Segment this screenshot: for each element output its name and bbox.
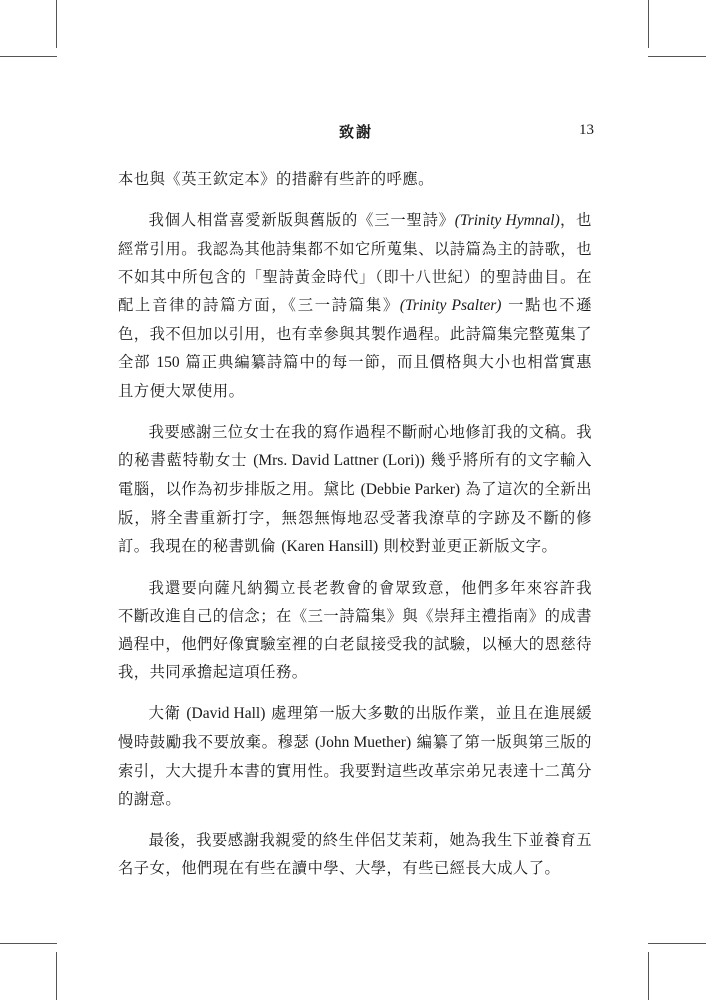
- chapter-title: 致謝: [338, 123, 373, 141]
- body-text: [118, 165, 592, 895]
- crop-mark-top-right-v: [648, 0, 649, 48]
- crop-mark-top-left-v: [56, 0, 57, 48]
- text-run: 為了這次的全新出版，將全書重新打字，無怨無悔地忍受著我潦草的字跡及不斷的修訂。我現在的秘書凱倫: [118, 480, 592, 556]
- crop-mark-bottom-left-v: [56, 952, 57, 1000]
- text-run-latin: (David Hall): [186, 704, 266, 722]
- text-run: 則校對並更正新版文字。: [378, 537, 558, 556]
- text-run-italic: (Trinity Psalter): [399, 296, 502, 314]
- crop-mark-bottom-right-v: [648, 952, 649, 1000]
- crop-mark-bottom-right-h: [648, 943, 706, 944]
- crop-mark-top-left-h: [0, 56, 57, 57]
- text-run-latin: 150: [156, 354, 180, 372]
- text-run: 最後，我要感謝我親愛的終生伴侶艾茉莉，她為我生下並養育五名子女，他們現在有些在讀中學、大學，有些已經長大成人了。: [118, 830, 592, 878]
- page-number: 13: [579, 122, 594, 138]
- text-run-latin: (Mrs. David Lattner (Lori)): [253, 452, 425, 470]
- paragraph: [118, 165, 592, 193]
- text-run-latin: (Karen Hansill): [281, 538, 379, 556]
- text-run: 我個人相當喜愛新版與舊版的《三一聖詩》: [148, 210, 455, 229]
- text-run-latin: (Debbie Parker): [360, 481, 461, 499]
- crop-mark-bottom-left-h: [0, 943, 57, 944]
- paragraph: [118, 699, 592, 813]
- text-run: 大衛: [148, 703, 187, 722]
- running-head: [118, 121, 594, 143]
- text-run: 我要感謝三位女士在我的寫作過程不斷耐心地修訂我的文稿。我的秘書藍特勒女士: [118, 422, 592, 470]
- text-run-latin: (John Muether): [314, 734, 412, 752]
- crop-mark-top-right-h: [648, 56, 706, 57]
- paragraph: [118, 418, 592, 561]
- text-run-italic: (Trinity Hymnal): [454, 211, 560, 229]
- text-run: 處理第一版大多數的出版作業，並且在進展緩慢時鼓勵我不要放棄。穆瑟: [118, 703, 592, 752]
- paragraph: [118, 206, 592, 406]
- text-run: ，也經常引用。我認為其他詩集都不如它所蒐集、以詩篇為主的詩歌，也不如其中所包含的「聖詩黃金時代」（即十八世紀）的聖詩曲目。在配上音律的詩篇方面，《三一詩篇集》: [118, 210, 592, 314]
- text-run: 篇正典編纂詩篇中的每一節，而且價格與大小也相當實惠且方便大眾使用。: [118, 353, 592, 401]
- text-run: 我還要向薩凡納獨立長老教會的會眾致意，他們多年來容許我 不斷改進自己的信念；在《三一詩篇集》與《崇拜主禮指南》的成書過程中，他們好像實驗室裡的白老鼠接受我的試驗，以極大的恩慈待我，共同承擔起這項任務。: [118, 579, 592, 682]
- paragraph: [118, 574, 592, 686]
- text-run: 幾乎將所有的文字輸入電腦，以作為初步排版之用。黛比: [118, 451, 592, 499]
- paragraph: [118, 826, 592, 882]
- text-run: 一點也不遜色，我不但加以引用，也有幸參與其製作過程。此詩篇集完整蒐集了全部: [118, 295, 592, 372]
- text-run: 本也與《英王欽定本》的措辭有些許的呼應。: [118, 170, 434, 188]
- text-run: 編纂了第一版與第三版的索引，大大提升本書的實用性。我要對這些改革宗弟兄表達十二萬分的謝意。: [118, 733, 592, 809]
